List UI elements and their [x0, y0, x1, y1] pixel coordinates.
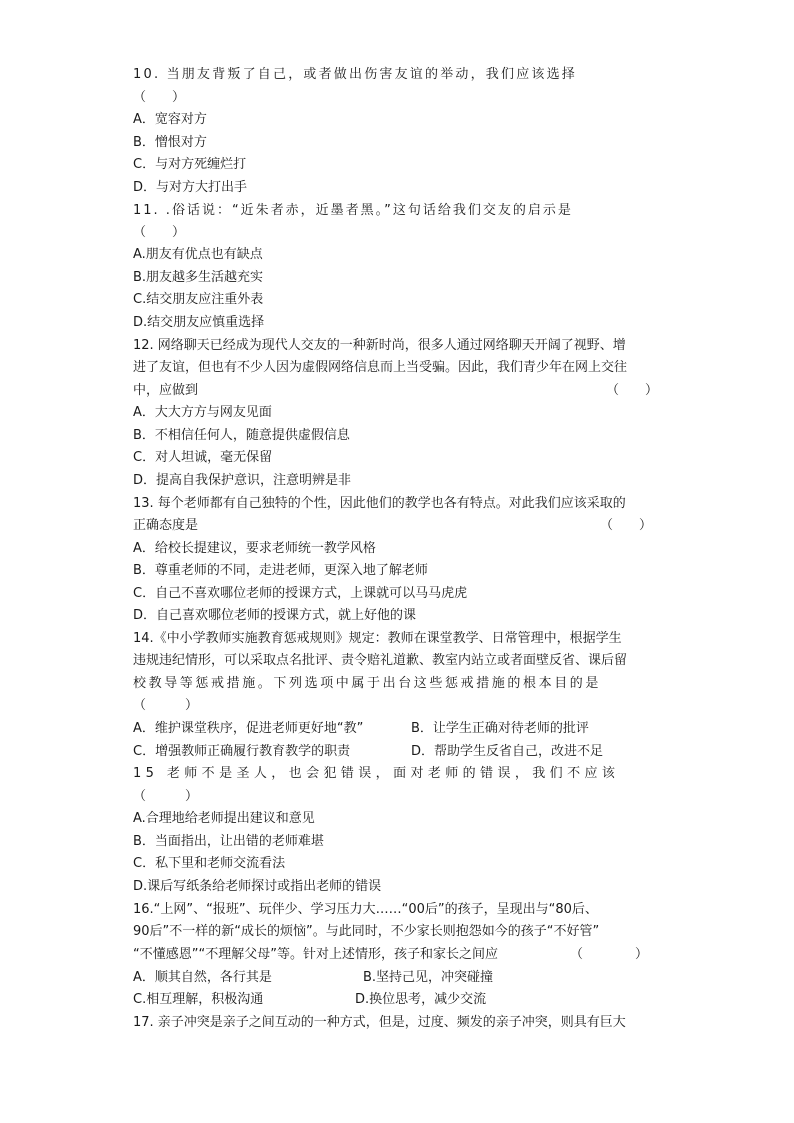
question-14-option-a[interactable]: A．维护课堂秩序，促进老师更好地“教”	[133, 721, 364, 736]
question-14-stem-line3: 校教导等惩戒措施。下列选项中属于出台这些惩戒措施的根本目的是	[133, 676, 602, 691]
question-13-stem-line2: 正确态度是	[133, 518, 199, 533]
question-10-option-b[interactable]: B．憎恨对方	[133, 135, 207, 150]
question-11-option-b[interactable]: B.朋友越多生活越充实	[133, 270, 264, 285]
question-10-answer-paren: （ ）	[133, 90, 186, 105]
question-12-stem-line2: 进了友谊，但也有不少人因为虚假网络信息而上当受骗。因此，我们青少年在网上交往	[133, 360, 628, 375]
question-16-option-a[interactable]: A．顺其自然，各行其是	[133, 970, 272, 985]
question-16-option-c[interactable]: C.相互理解，积极沟通	[133, 992, 264, 1007]
question-11-answer-paren: （ ）	[133, 225, 186, 240]
question-15-option-a[interactable]: A.合理地给老师提出建议和意见	[133, 811, 315, 826]
question-16-option-d[interactable]: D.换位思考，减少交流	[355, 992, 487, 1007]
question-10-stem	[133, 63, 661, 86]
question-15-option-d[interactable]: D.课后写纸条给老师探讨或指出老师的错误	[133, 879, 382, 894]
question-10-option-d[interactable]: D．与对方大打出手	[133, 180, 248, 195]
question-16-stem-line2: 90后”不一样的新“成长的烦恼”。与此同时，不少家长则抱怨如今的孩子“不好管”	[133, 924, 600, 939]
question-10-option-a[interactable]: A．宽容对方	[133, 112, 207, 127]
question-13-option-b[interactable]: B．尊重老师的不同，走进老师，更深入地了解老师	[133, 563, 428, 578]
question-14-stem-line1: 14.《中小学教师实施教育惩戒规则》规定：教师在课堂教学、日常管理中，根据学生	[133, 631, 622, 646]
question-15-option-c[interactable]: C．私下里和老师交流看法	[133, 856, 286, 871]
question-14-stem-line2: 违规违纪情形，可以采取点名批评、责令赔礼道歉、教室内站立或者面壁反省、课后留	[133, 653, 628, 668]
question-16-stem-line3: “不懂感恩”“不理解父母”等。针对上述情形，孩子和家长之间应	[133, 947, 498, 962]
question-11-option-d[interactable]: D.结交朋友应慎重选择	[133, 315, 265, 330]
question-14-option-b[interactable]: B．让学生正确对待老师的批评	[411, 721, 589, 736]
question-11-option-c[interactable]: C.结交朋友应注重外表	[133, 292, 264, 307]
question-15-stem-line1: 15 老师不是圣人，也会犯错误，面对老师的错误，我们不应该	[133, 766, 620, 781]
question-14-answer-paren: （ ）	[133, 698, 199, 713]
question-12-stem-line1: 12. 网络聊天已经成为现代人交友的一种新时尚，很多人通过网络聊天开阔了视野、增	[133, 338, 626, 353]
question-13-answer-paren: （ ）	[600, 518, 653, 533]
question-13-option-c[interactable]: C．自己不喜欢哪位老师的授课方式，上课就可以马马虎虎	[133, 586, 468, 601]
question-16-stem-line1: 16.“上网”、“报班”、玩伴少、学习压力大……“00后”的孩子，呈现出与“80后、	[133, 902, 598, 917]
question-16-option-b[interactable]: B.坚持己见，冲突碰撞	[363, 970, 494, 985]
question-12-option-d[interactable]: D．提高自我保护意识，注意明辨是非	[133, 473, 352, 488]
question-10-option-c[interactable]: C．与对方死缠烂打	[133, 157, 247, 172]
question-16-options-row2	[133, 988, 661, 1011]
question-14-option-d[interactable]: D．帮助学生反省自己，改进不足	[411, 744, 604, 759]
question-16-answer-paren: （ ）	[570, 947, 649, 962]
question-12-answer-paren: （ ）	[606, 383, 659, 398]
question-12-option-c[interactable]: C．对人坦诚，毫无保留	[133, 450, 273, 465]
question-16-options-row1	[133, 966, 661, 989]
question-12-stem-line3: 中，应做到	[133, 383, 199, 398]
question-14-options-row2	[133, 740, 661, 763]
question-15-option-b[interactable]: B．当面指出，让出错的老师难堪	[133, 834, 324, 849]
question-11-option-a[interactable]: A.朋友有优点也有缺点	[133, 247, 263, 262]
question-10-stem-line1: 10. 当朋友背叛了自己，或者做出伤害友谊的举动，我们应该选择	[133, 67, 578, 82]
question-14-option-c[interactable]: C．增强教师正确履行教育教学的职责	[133, 744, 351, 759]
question-11-stem-line1: 11. .俗话说：“近朱者赤，近墨者黑。”这句话给我们交友的启示是	[133, 203, 573, 218]
question-12-option-a[interactable]: A．大大方方与网友见面	[133, 405, 272, 420]
question-12-option-b[interactable]: B．不相信任何人，随意提供虚假信息	[133, 428, 350, 443]
question-13-stem-line1: 13. 每个老师都有自己独特的个性，因此他们的教学也各有特点。对此我们应该采取的	[133, 496, 626, 511]
question-13-option-d[interactable]: D．自己喜欢哪位老师的授课方式，就上好他的课	[133, 608, 417, 623]
question-15-answer-paren: （ ）	[133, 789, 199, 804]
question-14-options-row1	[133, 717, 661, 740]
question-13-option-a[interactable]: A．给校长提建议，要求老师统一教学风格	[133, 541, 376, 556]
question-17-stem-line1: 17. 亲子冲突是亲子之间互动的一种方式，但是，过度、频发的亲子冲突，则具有巨大	[133, 1015, 626, 1030]
